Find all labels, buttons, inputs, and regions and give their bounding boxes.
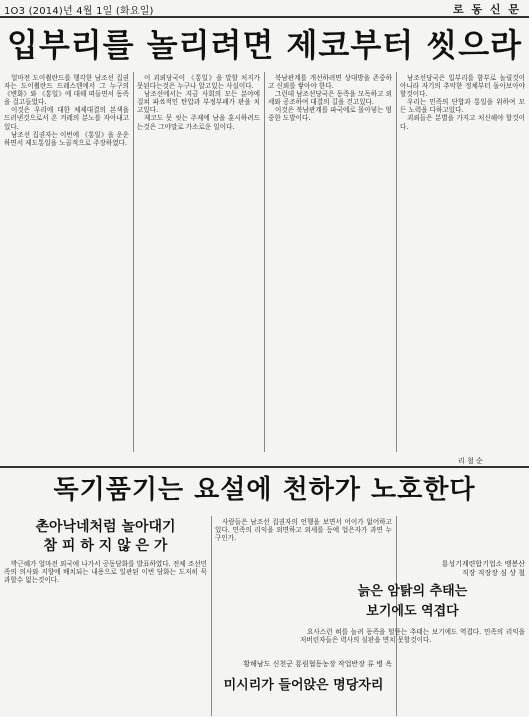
article-paragraph: 박근혜가 얼마전 외국에 나가서 공동담화를 발표하였다. 전체 조선민족의 의사와 지향에 배치되는 내용으로 일관된 이번 담화는 도저히 묵과할수 없는것이다.: [4, 560, 207, 585]
article-byline: 리 철 순: [458, 457, 483, 465]
article-paragraph: 북남관계를 개선하려면 상대방을 존중하고 신뢰를 쌓아야 한다.: [268, 74, 392, 91]
credit-line: 룡성기계련합기업소 맹봉산: [441, 560, 525, 568]
newspaper-name: 로 동 신 문: [453, 3, 521, 16]
article-paragraph: 제코도 못 씻는 주제에 남을 훈시하려드는것은 그야말로 가소로운 일이다.: [137, 114, 260, 131]
article-column-2: [137, 74, 260, 456]
article-credit: 황해남도 신천군 룡림협동농장 작업반장 류 병 옥: [243, 660, 392, 668]
article-paragraph: 이것은 우리에 대한 체제대결의 본색을 드러낸것으로서 온 겨레의 분노를 자아내고있다.: [4, 106, 129, 131]
sub-article-title: 미시리가 들어앉은 명당자리: [223, 678, 384, 693]
page-header: [0, 0, 529, 18]
article-paragraph: 남조선 집권자는 이번에 《통일》을 운운하면서 제도통일을 노골적으로 주장하였다.: [4, 130, 129, 147]
article-paragraph: 이것은 북남관계를 파국에로 몰아넣는 엄중한 도발이다.: [268, 106, 392, 123]
article-paragraph: 우리는 민족의 단합과 통일을 위하여 모든 노력을 다하고있다.: [400, 98, 525, 115]
sub-article-text: [4, 560, 207, 715]
sub-title-line: 참 피 하 지 않 은 가: [43, 538, 168, 554]
column-divider: [211, 516, 212, 716]
article-paragraph: 얼마전 도이췰란드를 행각한 남조선 집권자는 도이췰란드 드레스덴에서 그 누구의 《변화》와 《통일》에 대해 떠들면서 동족을 걸고들었다.: [4, 74, 129, 107]
article-paragraph: 사람들은 남조선 집권자의 언행을 보면서 어이가 없어하고있다. 민족의 리익을 외면하고 외세를 등에 업은자가 과연 누구인가.: [215, 518, 392, 543]
main-headline: 입부리를 놀리려면 제코부터 씻으라: [6, 26, 523, 64]
article-paragraph: 이 괴뢰당국이 《통일》을 말할 처지가 못된다는것은 누구나 알고있는 사실이다.: [137, 74, 260, 91]
article-paragraph: 괴뢰들은 분별을 가지고 처신해야 할것이다.: [400, 114, 525, 131]
article-paragraph: 요사스런 혀를 놀려 동족을 헐뜯는 추태는 보기에도 역겹다. 민족의 리익을 저버린자들은 력사의 심판을 면치 못할것이다.: [300, 628, 525, 645]
article-paragraph: 남조선에서는 지금 사회의 모든 분야에 걸쳐 파쑈적인 탄압과 부정부패가 판을 치고있다.: [137, 90, 260, 115]
article-paragraph: 남조선당국은 입부리를 함부로 놀릴것이 아니라 자기의 추악한 정체부터 돌아보아야 할것이다.: [400, 74, 525, 99]
sub-article-title: [4, 518, 207, 556]
sub-article-text: [300, 628, 525, 716]
sub-title-line: 늙은 암탉의 추태는: [357, 584, 468, 599]
issue-date: 1O3 (2014)년 4월 1일 (화요일): [4, 6, 154, 17]
article-column-3: [268, 74, 392, 456]
sub-article-title: [300, 582, 525, 622]
article-column-1: [4, 74, 129, 456]
article-column-4: [400, 74, 525, 449]
credit-line: 직장 직장장 심 상 철: [462, 569, 525, 577]
sub-title-line: 보기에도 역겹다: [366, 604, 459, 619]
sub-title-line: 촌아낙네처럼 놀아대기: [35, 519, 176, 535]
article-paragraph: 그런데 남조선당국은 동족을 모독하고 외세와 공조하여 대결의 길을 걷고있다.: [268, 90, 392, 107]
column-divider: [396, 72, 397, 452]
column-divider: [133, 72, 134, 452]
second-headline: 독기품기는 요설에 천하가 노호한다: [53, 475, 476, 505]
column-divider: [264, 72, 265, 452]
article-credit: [300, 560, 525, 578]
